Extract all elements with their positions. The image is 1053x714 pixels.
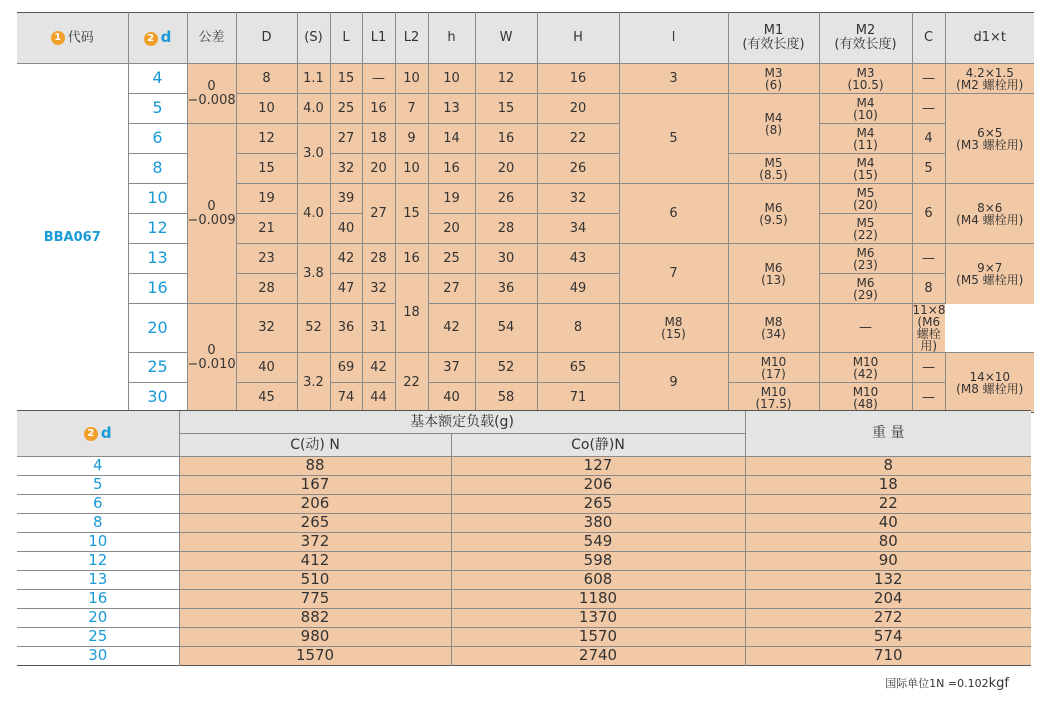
spec-row — [17, 214, 1034, 244]
L-cell: 27 — [330, 124, 362, 154]
load-row — [17, 628, 1031, 647]
load-row — [17, 533, 1031, 552]
static-load-cell: 608 — [451, 571, 745, 590]
L2-cell: 9 — [395, 124, 428, 154]
load-header-weight: 重 量 — [745, 411, 1031, 457]
load-d-cell: 25 — [17, 628, 179, 647]
H-cell: 71 — [537, 383, 619, 413]
M2-cell — [819, 64, 912, 94]
d1t-cell — [945, 244, 1034, 304]
D-cell: 40 — [236, 353, 297, 383]
M2-main: M6 — [856, 275, 875, 290]
d-cell: 8 — [128, 154, 187, 184]
load-header-d — [17, 411, 179, 457]
load-row — [17, 571, 1031, 590]
header-M1-sub: (有效长度) — [742, 37, 805, 52]
h-cell: 25 — [428, 244, 475, 274]
l-cell: 5 — [619, 94, 728, 184]
load-row — [17, 647, 1031, 666]
header-d — [128, 13, 187, 64]
dynamic-load-cell: 980 — [179, 628, 451, 647]
W-cell: 20 — [475, 154, 537, 184]
L2-cell: 16 — [395, 244, 428, 274]
d1t-cell — [945, 64, 1034, 94]
static-load-cell: 380 — [451, 514, 745, 533]
C-cell: — — [819, 304, 912, 353]
spec-row — [17, 94, 1034, 124]
header-C: C — [912, 13, 945, 64]
M1-main: M3 — [764, 65, 783, 80]
M1-sub: (6) — [765, 77, 782, 92]
L2-cell: 15 — [395, 184, 428, 244]
L1-cell: 42 — [362, 353, 395, 383]
H-cell: 32 — [537, 184, 619, 214]
M1-cell — [728, 64, 819, 94]
load-row — [17, 552, 1031, 571]
d1t-sub: (M2 螺栓用) — [956, 77, 1024, 92]
M1-main: M8 — [664, 315, 683, 329]
L-cell: 25 — [330, 94, 362, 124]
M1-cell — [728, 383, 819, 413]
load-d-cell: 8 — [17, 514, 179, 533]
H-cell: 16 — [537, 64, 619, 94]
W-cell: 52 — [475, 353, 537, 383]
M2-main: M6 — [856, 245, 875, 260]
D-cell: 10 — [236, 94, 297, 124]
footnote-eq: =0.102 — [944, 677, 989, 690]
L-cell: 42 — [330, 244, 362, 274]
spec-row — [17, 154, 1034, 184]
d1t-sub: (M4 螺栓用) — [956, 212, 1024, 227]
M2-cell — [819, 383, 912, 413]
h-cell: 16 — [428, 154, 475, 184]
M1-sub: (15) — [661, 327, 686, 341]
dynamic-load-cell: 510 — [179, 571, 451, 590]
tolerance-lower: −0.010 — [187, 357, 236, 372]
D-cell: 21 — [236, 214, 297, 244]
static-load-cell: 549 — [451, 533, 745, 552]
weight-cell: 710 — [745, 647, 1031, 666]
weight-cell: 272 — [745, 609, 1031, 628]
load-header-rated: 基本额定负载(g) — [179, 411, 745, 434]
M2-sub: (48) — [853, 396, 878, 411]
D-cell: 32 — [236, 304, 297, 353]
d1t-cell — [945, 94, 1034, 184]
H-cell: 65 — [537, 353, 619, 383]
M1-cell — [728, 353, 819, 383]
l-cell: 8 — [537, 304, 619, 353]
d1t-main: 14×10 — [969, 369, 1011, 384]
D-cell: 45 — [236, 383, 297, 413]
L2-cell: 10 — [395, 64, 428, 94]
weight-cell: 204 — [745, 590, 1031, 609]
M1-cell — [728, 94, 819, 154]
d1t-sub: (M8 螺栓用) — [956, 381, 1024, 396]
spec-row — [17, 383, 1034, 413]
d1t-main: 8×6 — [977, 200, 1003, 215]
spec-row — [17, 64, 1034, 94]
tolerance-upper: 0 — [207, 78, 216, 94]
load-d-cell: 13 — [17, 571, 179, 590]
M2-cell — [819, 124, 912, 154]
M2-sub: (10) — [853, 107, 878, 122]
C-cell: 8 — [912, 274, 945, 304]
weight-cell: 574 — [745, 628, 1031, 647]
load-d-cell: 5 — [17, 476, 179, 495]
M2-cell — [819, 94, 912, 124]
H-cell: 20 — [537, 94, 619, 124]
tolerance-cell — [187, 124, 236, 304]
header-M1 — [728, 13, 819, 64]
M2-sub: (42) — [853, 366, 878, 381]
header-M2-label: M2 — [855, 23, 876, 39]
static-load-cell: 1570 — [451, 628, 745, 647]
load-row — [17, 609, 1031, 628]
H-cell: 34 — [537, 214, 619, 244]
dynamic-load-cell: 372 — [179, 533, 451, 552]
load-row — [17, 457, 1031, 476]
dynamic-load-cell: 167 — [179, 476, 451, 495]
header-M2-sub: (有效长度) — [834, 37, 897, 52]
d-cell: 12 — [128, 214, 187, 244]
M1-main: M10 — [760, 384, 787, 399]
L-cell: 40 — [330, 214, 362, 244]
L1-cell: 28 — [362, 244, 395, 274]
M2-main: M5 — [856, 215, 875, 230]
D-cell: 8 — [236, 64, 297, 94]
M1-cell — [728, 244, 819, 304]
M1-sub: (17) — [761, 366, 786, 381]
spec-header-row — [17, 13, 1034, 64]
d-cell: 25 — [128, 353, 187, 383]
M2-cell — [819, 244, 912, 274]
M1-cell — [728, 184, 819, 244]
footnote-prefix: 国际单位1N — [885, 677, 945, 690]
d1t-main: 6×5 — [977, 125, 1003, 140]
M2-main: M4 — [856, 95, 875, 110]
H-cell: 26 — [537, 154, 619, 184]
d1t-main: 4.2×1.5 — [965, 65, 1014, 80]
M1-sub: (8.5) — [759, 167, 788, 182]
L-cell: 52 — [297, 304, 330, 353]
C-cell: 6 — [912, 184, 945, 244]
W-cell: 12 — [475, 64, 537, 94]
tolerance-cell — [187, 64, 236, 124]
S-cell: 1.1 — [297, 64, 330, 94]
spec-table — [17, 12, 1034, 413]
L-cell: 39 — [330, 184, 362, 214]
tolerance-lower: −0.009 — [187, 212, 236, 228]
H-cell: 54 — [475, 304, 537, 353]
M1-sub: (17.5) — [755, 396, 792, 411]
spec-row — [17, 124, 1034, 154]
M1-main: M6 — [764, 260, 783, 275]
dynamic-load-cell: 412 — [179, 552, 451, 571]
C-cell: 4 — [912, 124, 945, 154]
load-d-cell: 16 — [17, 590, 179, 609]
d-cell: 6 — [128, 124, 187, 154]
C-cell: — — [912, 353, 945, 383]
W-cell: 58 — [475, 383, 537, 413]
C-cell: 5 — [912, 154, 945, 184]
M2-main: M5 — [856, 185, 875, 200]
weight-cell: 22 — [745, 495, 1031, 514]
M2-cell — [819, 353, 912, 383]
static-load-cell: 265 — [451, 495, 745, 514]
static-load-cell: 598 — [451, 552, 745, 571]
L2-cell: 7 — [395, 94, 428, 124]
C-cell: — — [912, 383, 945, 413]
d-cell: 4 — [128, 64, 187, 94]
static-load-cell: 206 — [451, 476, 745, 495]
spec-row — [17, 184, 1034, 214]
header-code — [17, 13, 128, 64]
M1-main: M6 — [764, 200, 783, 215]
L1-cell: 20 — [362, 154, 395, 184]
D-cell: 12 — [236, 124, 297, 154]
dynamic-load-cell: 1570 — [179, 647, 451, 666]
D-cell: 19 — [236, 184, 297, 214]
S-cell: 4.0 — [297, 184, 330, 244]
W-cell: 16 — [475, 124, 537, 154]
H-cell: 43 — [537, 244, 619, 274]
header-l: l — [619, 13, 728, 64]
header-code-label: 代码 — [67, 30, 94, 46]
L-cell: 32 — [330, 154, 362, 184]
D-cell: 28 — [236, 274, 297, 304]
M1-cell — [728, 154, 819, 184]
W-cell: 30 — [475, 244, 537, 274]
d-cell: 13 — [128, 244, 187, 274]
d1t-sub: (M3 螺栓用) — [956, 137, 1024, 152]
tolerance-lower: −0.008 — [187, 92, 236, 108]
header-d1t: d1×t — [945, 13, 1034, 64]
W-cell: 42 — [428, 304, 475, 353]
footnote-unit: kgf — [988, 676, 1009, 691]
spec-row — [17, 304, 1034, 353]
dynamic-load-cell: 775 — [179, 590, 451, 609]
static-load-cell: 127 — [451, 457, 745, 476]
M1-sub: (13) — [761, 272, 786, 287]
load-d-cell: 4 — [17, 457, 179, 476]
badge-2-icon: 2 — [144, 32, 158, 46]
M2-main: M10 — [852, 354, 879, 369]
weight-cell: 80 — [745, 533, 1031, 552]
l-cell: 9 — [619, 353, 728, 413]
l-cell: 3 — [619, 64, 728, 94]
load-d-cell: 12 — [17, 552, 179, 571]
S-cell: 3.2 — [297, 353, 330, 413]
load-table — [17, 410, 1031, 666]
dynamic-load-cell: 882 — [179, 609, 451, 628]
d-cell: 5 — [128, 94, 187, 124]
M1-main: M10 — [760, 354, 787, 369]
d1t-main: 9×7 — [977, 260, 1003, 275]
L1-cell: 16 — [362, 94, 395, 124]
D-cell: 23 — [236, 244, 297, 274]
tolerance-upper: 0 — [207, 343, 216, 359]
weight-cell: 8 — [745, 457, 1031, 476]
tolerance-upper: 0 — [207, 198, 216, 214]
dynamic-load-cell: 206 — [179, 495, 451, 514]
M1-sub: (9.5) — [759, 212, 788, 227]
W-cell: 28 — [475, 214, 537, 244]
L1-cell: 27 — [362, 184, 395, 244]
weight-cell: 18 — [745, 476, 1031, 495]
M2-cell — [728, 304, 819, 353]
M2-sub: (20) — [853, 197, 878, 212]
d-cell: 10 — [128, 184, 187, 214]
M2-sub: (34) — [761, 327, 786, 341]
static-load-cell: 1370 — [451, 609, 745, 628]
L1-cell: 36 — [330, 304, 362, 353]
weight-cell: 40 — [745, 514, 1031, 533]
M2-sub: (10.5) — [847, 77, 884, 92]
M1-main: M5 — [764, 155, 783, 170]
static-load-cell: 1180 — [451, 590, 745, 609]
D-cell: 15 — [236, 154, 297, 184]
h-cell: 27 — [428, 274, 475, 304]
l-cell: 6 — [619, 184, 728, 244]
h-cell: 31 — [362, 304, 395, 353]
M2-sub: (23) — [853, 257, 878, 272]
header-M1-label: M1 — [763, 23, 784, 39]
L-cell: 69 — [330, 353, 362, 383]
L1-cell: 44 — [362, 383, 395, 413]
M2-cell — [819, 184, 912, 214]
header-M2 — [819, 13, 912, 64]
dynamic-load-cell: 88 — [179, 457, 451, 476]
M2-main: M4 — [856, 125, 875, 140]
L1-cell: 32 — [362, 274, 395, 304]
W-cell: 26 — [475, 184, 537, 214]
load-header-row — [17, 411, 1031, 434]
product-code: BBA067 — [17, 64, 128, 413]
M2-cell — [819, 274, 912, 304]
M2-main: M3 — [856, 65, 875, 80]
M1-cell — [619, 304, 728, 353]
d-cell: 30 — [128, 383, 187, 413]
d1t-cell — [912, 304, 945, 353]
M2-sub: (11) — [853, 137, 878, 152]
h-cell: 10 — [428, 64, 475, 94]
h-cell: 40 — [428, 383, 475, 413]
M2-cell — [819, 154, 912, 184]
M2-main: M10 — [852, 384, 879, 399]
header-D: D — [236, 13, 297, 64]
h-cell: 19 — [428, 184, 475, 214]
C-cell: — — [912, 64, 945, 94]
weight-cell: 90 — [745, 552, 1031, 571]
load-d-cell: 30 — [17, 647, 179, 666]
S-cell: 3.0 — [297, 124, 330, 184]
h-cell: 20 — [428, 214, 475, 244]
spec-row — [17, 244, 1034, 274]
H-cell: 49 — [537, 274, 619, 304]
M2-cell — [819, 214, 912, 244]
spec-row — [17, 274, 1034, 304]
dynamic-load-cell: 265 — [179, 514, 451, 533]
L-cell: 47 — [330, 274, 362, 304]
static-load-cell: 2740 — [451, 647, 745, 666]
load-header-d-label: d — [100, 423, 112, 442]
load-header-dynamic: C(动) N — [179, 434, 451, 457]
load-row — [17, 495, 1031, 514]
load-d-cell: 6 — [17, 495, 179, 514]
header-tolerance: 公差 — [187, 13, 236, 64]
d1t-cell — [945, 353, 1034, 413]
l-cell: 7 — [619, 244, 728, 304]
M1-main: M4 — [764, 110, 783, 125]
badge-1-icon: 1 — [51, 31, 65, 45]
S-cell: 3.8 — [297, 244, 330, 304]
L-cell: 15 — [330, 64, 362, 94]
M2-sub: (22) — [853, 227, 878, 242]
M2-main: M8 — [764, 315, 783, 329]
d1t-sub: (M5 螺栓用) — [956, 272, 1024, 287]
d-cell: 20 — [128, 304, 187, 353]
header-d-label: d — [160, 28, 172, 47]
h-cell: 37 — [428, 353, 475, 383]
header-L: L — [330, 13, 362, 64]
weight-cell: 132 — [745, 571, 1031, 590]
C-cell: — — [912, 94, 945, 124]
header-S: (S) — [297, 13, 330, 64]
unit-footnote — [885, 675, 1009, 691]
load-row — [17, 590, 1031, 609]
load-row — [17, 514, 1031, 533]
d1t-cell — [945, 184, 1034, 244]
load-header-static: Co(静)N — [451, 434, 745, 457]
L2-cell: 22 — [395, 353, 428, 413]
M2-sub: (29) — [853, 287, 878, 302]
M1-sub: (8) — [765, 122, 782, 137]
header-W: W — [475, 13, 537, 64]
M2-sub: (15) — [853, 167, 878, 182]
spec-row — [17, 353, 1034, 383]
L2-cell: 10 — [395, 154, 428, 184]
H-cell: 22 — [537, 124, 619, 154]
badge-2-icon: 2 — [84, 427, 98, 441]
L1-cell: — — [362, 64, 395, 94]
h-cell: 14 — [428, 124, 475, 154]
header-L2: L2 — [395, 13, 428, 64]
load-d-cell: 10 — [17, 533, 179, 552]
M2-main: M4 — [856, 155, 875, 170]
S-cell: 4.0 — [297, 94, 330, 124]
d-cell: 16 — [128, 274, 187, 304]
W-cell: 15 — [475, 94, 537, 124]
L-cell: 74 — [330, 383, 362, 413]
load-row — [17, 476, 1031, 495]
L2-cell: 18 — [395, 274, 428, 353]
C-cell: — — [912, 244, 945, 274]
d1t-main: 11×8 — [912, 303, 945, 317]
load-d-cell: 20 — [17, 609, 179, 628]
W-cell: 36 — [475, 274, 537, 304]
header-L1: L1 — [362, 13, 395, 64]
header-h: h — [428, 13, 475, 64]
L1-cell: 18 — [362, 124, 395, 154]
d1t-sub: (M6 螺栓用) — [916, 315, 941, 353]
header-H: H — [537, 13, 619, 64]
tolerance-cell — [187, 304, 236, 413]
h-cell: 13 — [428, 94, 475, 124]
